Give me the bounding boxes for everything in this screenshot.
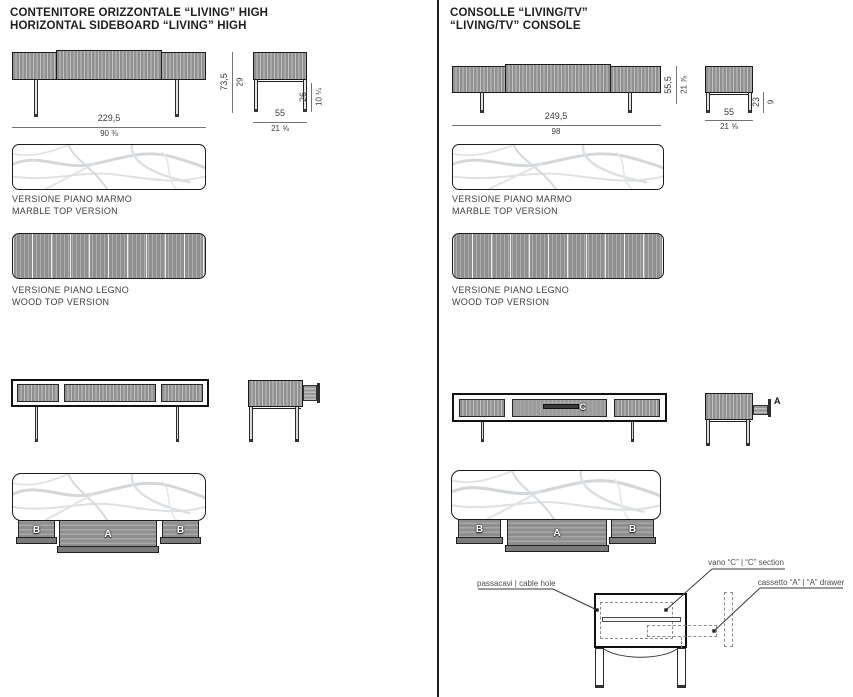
side-leg-left [706, 92, 710, 113]
marble-veins [452, 471, 660, 519]
height-dimension-line [676, 66, 677, 104]
leg-height-dimension-line [311, 83, 312, 112]
height-dimension-line [232, 52, 233, 113]
drawer-letter-b: B [176, 525, 185, 536]
side-width-in: 21 ⅝ [271, 124, 289, 133]
marble-veins [453, 145, 663, 189]
sideboard-front-middle-section [56, 50, 162, 80]
drawer-front-center [64, 384, 156, 402]
left-title-english: HORIZONTAL SIDEBOARD “LIVING” HIGH [10, 20, 247, 32]
side-width-dimension-line [705, 120, 753, 121]
drawer-front-right [614, 399, 660, 417]
side-width-cm: 55 [274, 108, 286, 118]
sideboard-front-leg-right [175, 79, 179, 117]
drawer-letter-a: A [104, 529, 112, 540]
drawer-lip [505, 545, 609, 552]
marble-veins [13, 145, 205, 189]
drawer-lip [160, 537, 201, 544]
callout-label-a-drawer: cassetto “A” | “A” drawer [757, 578, 845, 587]
console-front-leg-right [628, 92, 632, 113]
right-plan-marble-top [451, 470, 661, 520]
drawer-lip [456, 537, 503, 544]
callout-label-c-section: vano “C” | “C” section [708, 558, 784, 567]
detail-front-leg-right [631, 421, 634, 442]
right-title-italian: CONSOLLE “LIVING/TV” [450, 7, 588, 19]
drawer-front-left [459, 399, 505, 417]
detail-side-body [248, 380, 303, 407]
column-divider [437, 0, 439, 697]
drawer-a-center [59, 516, 157, 552]
right-wood-label-it: VERSIONE PIANO LEGNO [452, 285, 570, 295]
left-wood-swatch [12, 233, 206, 279]
detail-side-leg-right [746, 419, 750, 446]
left-marble-label-en: MARBLE TOP VERSION [12, 206, 118, 216]
console-side-body [705, 66, 753, 93]
left-detail-front-view [11, 379, 209, 407]
leg-height-cm: 26 [298, 91, 308, 103]
leg-height-in: 10 ¼ [314, 88, 324, 106]
right-wood-label-en: WOOD TOP VERSION [452, 297, 550, 307]
left-marble-swatch [12, 144, 206, 190]
left-marble-label-it: VERSIONE PIANO MARMO [12, 194, 133, 204]
detail-front-leg-left [481, 421, 484, 442]
detail-side-leg-left [706, 419, 710, 446]
left-wood-label-en: WOOD TOP VERSION [12, 297, 110, 307]
height-cm: 73,5 [219, 73, 229, 91]
right-marble-label-en: MARBLE TOP VERSION [452, 206, 558, 216]
drawer-letter-b: B [475, 524, 484, 535]
marble-veins [13, 474, 205, 520]
side-width-dimension-line [253, 122, 307, 123]
right-marble-swatch [452, 144, 664, 190]
detail-leg-right [677, 648, 686, 688]
detail-side-leg-right [295, 406, 299, 442]
side-width-cm: 55 [723, 107, 735, 117]
drawer-front-left [17, 384, 59, 402]
sideboard-front-leg-left [34, 79, 38, 117]
sideboard-side-body [253, 52, 307, 80]
left-wood-label-it: VERSIONE PIANO LEGNO [12, 285, 130, 295]
open-drawer-side [753, 405, 768, 415]
callout-label-cable-hole: passacavi | cable hole [477, 579, 556, 588]
width-cm: 249,5 [544, 111, 568, 121]
detail-front-leg-left [35, 406, 38, 442]
leg-height-cm: 23 [751, 96, 761, 108]
console-front-leg-left [480, 92, 484, 113]
width-in: 98 [551, 127, 561, 136]
drawer-letter-a-callout: A [774, 396, 781, 406]
right-detail-front-view [452, 393, 667, 422]
left-title-italian: CONTENITORE ORIZZONTALE “LIVING” HIGH [10, 7, 269, 19]
detail-side-body [705, 393, 753, 420]
height-in: 29 [235, 77, 245, 87]
drawer-lip [609, 537, 656, 544]
left-plan-marble-top [12, 473, 206, 521]
leg-height-in: 9 [766, 99, 776, 105]
drawer-letter-b: B [32, 525, 41, 536]
side-leg-left [254, 79, 258, 112]
width-cm: 229,5 [97, 113, 121, 123]
apron-curve [604, 649, 677, 657]
shelf-slot [602, 617, 681, 622]
console-front-middle-section [505, 64, 611, 93]
a-drawer-extended-outline [647, 625, 717, 637]
open-c-section [512, 399, 607, 417]
open-drawer-side [303, 385, 317, 401]
a-drawer-front-outline [724, 592, 733, 647]
dashed-tick [681, 637, 682, 648]
detail-side-leg-left [249, 406, 253, 442]
drawer-front-cap [768, 399, 771, 417]
media-slot [543, 404, 579, 409]
height-cm: 55,5 [663, 76, 673, 94]
right-marble-label-it: VERSIONE PIANO MARMO [452, 194, 573, 204]
side-width-in: 21 ⅝ [720, 122, 738, 131]
width-dimension-line [452, 125, 661, 126]
drawer-lip [57, 546, 159, 553]
section-letter-c: C [579, 402, 586, 412]
right-wood-swatch [452, 233, 664, 279]
drawer-lip [16, 537, 57, 544]
drawer-front-right [161, 384, 203, 402]
drawer-letter-a: A [553, 528, 561, 539]
leg-height-dimension-line [763, 92, 764, 113]
width-dimension-line [12, 127, 206, 128]
detail-front-leg-right [176, 406, 179, 442]
right-title-english: “LIVING/TV” CONSOLE [450, 20, 581, 32]
width-in: 90 ⅜ [100, 129, 118, 138]
drawer-front-cap [317, 383, 320, 403]
drawer-letter-b: B [628, 524, 637, 535]
height-in: 21 ⅞ [679, 76, 689, 94]
detail-leg-left [595, 648, 604, 688]
